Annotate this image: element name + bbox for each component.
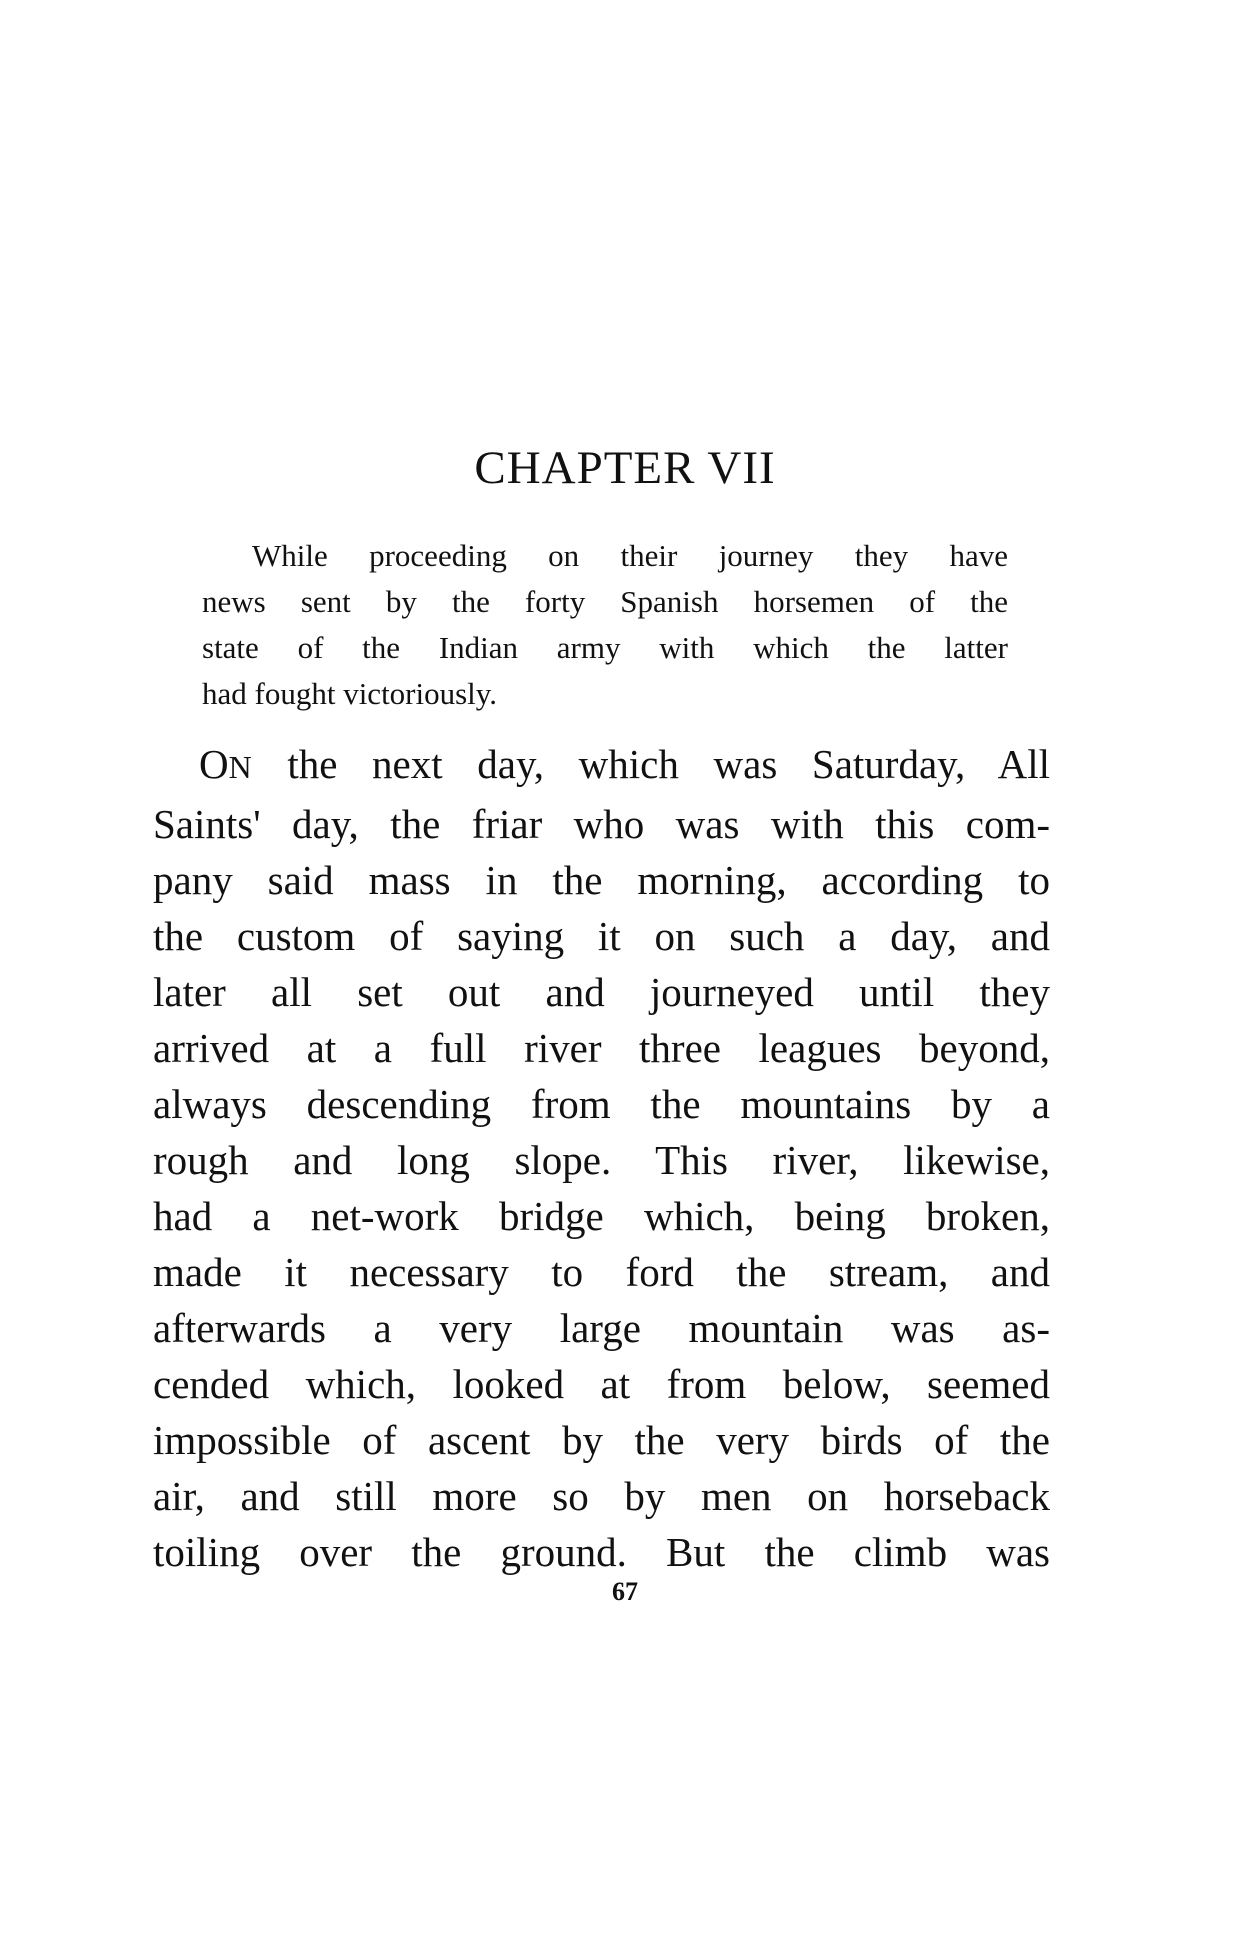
body-line: air, and still more so by men on horseback [153,1473,1050,1519]
body-line: cended which, looked at from below, seemed [153,1361,1050,1407]
chapter-heading: CHAPTER VII [474,442,776,494]
body-line: rough and long slope. This river, likewise, [153,1137,1050,1183]
synopsis-line: had fought victoriously. [202,676,498,711]
chapter-body-text [153,736,1050,1580]
opening-line-rest: the next day, which was Saturday, All [252,741,1050,787]
page-number: 67 [612,1577,638,1606]
opening-small-caps: N [228,750,253,785]
synopsis-line: state of the Indian army with which the latter [202,630,1008,665]
opening-capital: O [199,741,229,787]
body-line [153,736,1050,796]
synopsis-line: news sent by the forty Spanish horsemen of the [202,584,1008,619]
synopsis-line: While proceeding on their journey they have [252,538,1008,573]
body-line: had a net-work bridge which, being broken, [153,1193,1050,1239]
body-line: Saints' day, the friar who was with this com- [153,801,1050,847]
body-line: the custom of saying it on such a day, and [153,913,1050,959]
body-line: pany said mass in the morning, according to [153,857,1050,903]
body-line: later all set out and journeyed until they [153,969,1050,1015]
body-line: toiling over the ground. But the climb was [153,1529,1050,1575]
chapter-synopsis [202,533,1008,717]
body-line: made it necessary to ford the stream, and [153,1249,1050,1295]
body-line: always descending from the mountains by a [153,1081,1050,1127]
body-line: afterwards a very large mountain was as- [153,1305,1050,1351]
body-line: arrived at a full river three leagues beyond, [153,1025,1050,1071]
body-line: impossible of ascent by the very birds of the [153,1417,1050,1463]
